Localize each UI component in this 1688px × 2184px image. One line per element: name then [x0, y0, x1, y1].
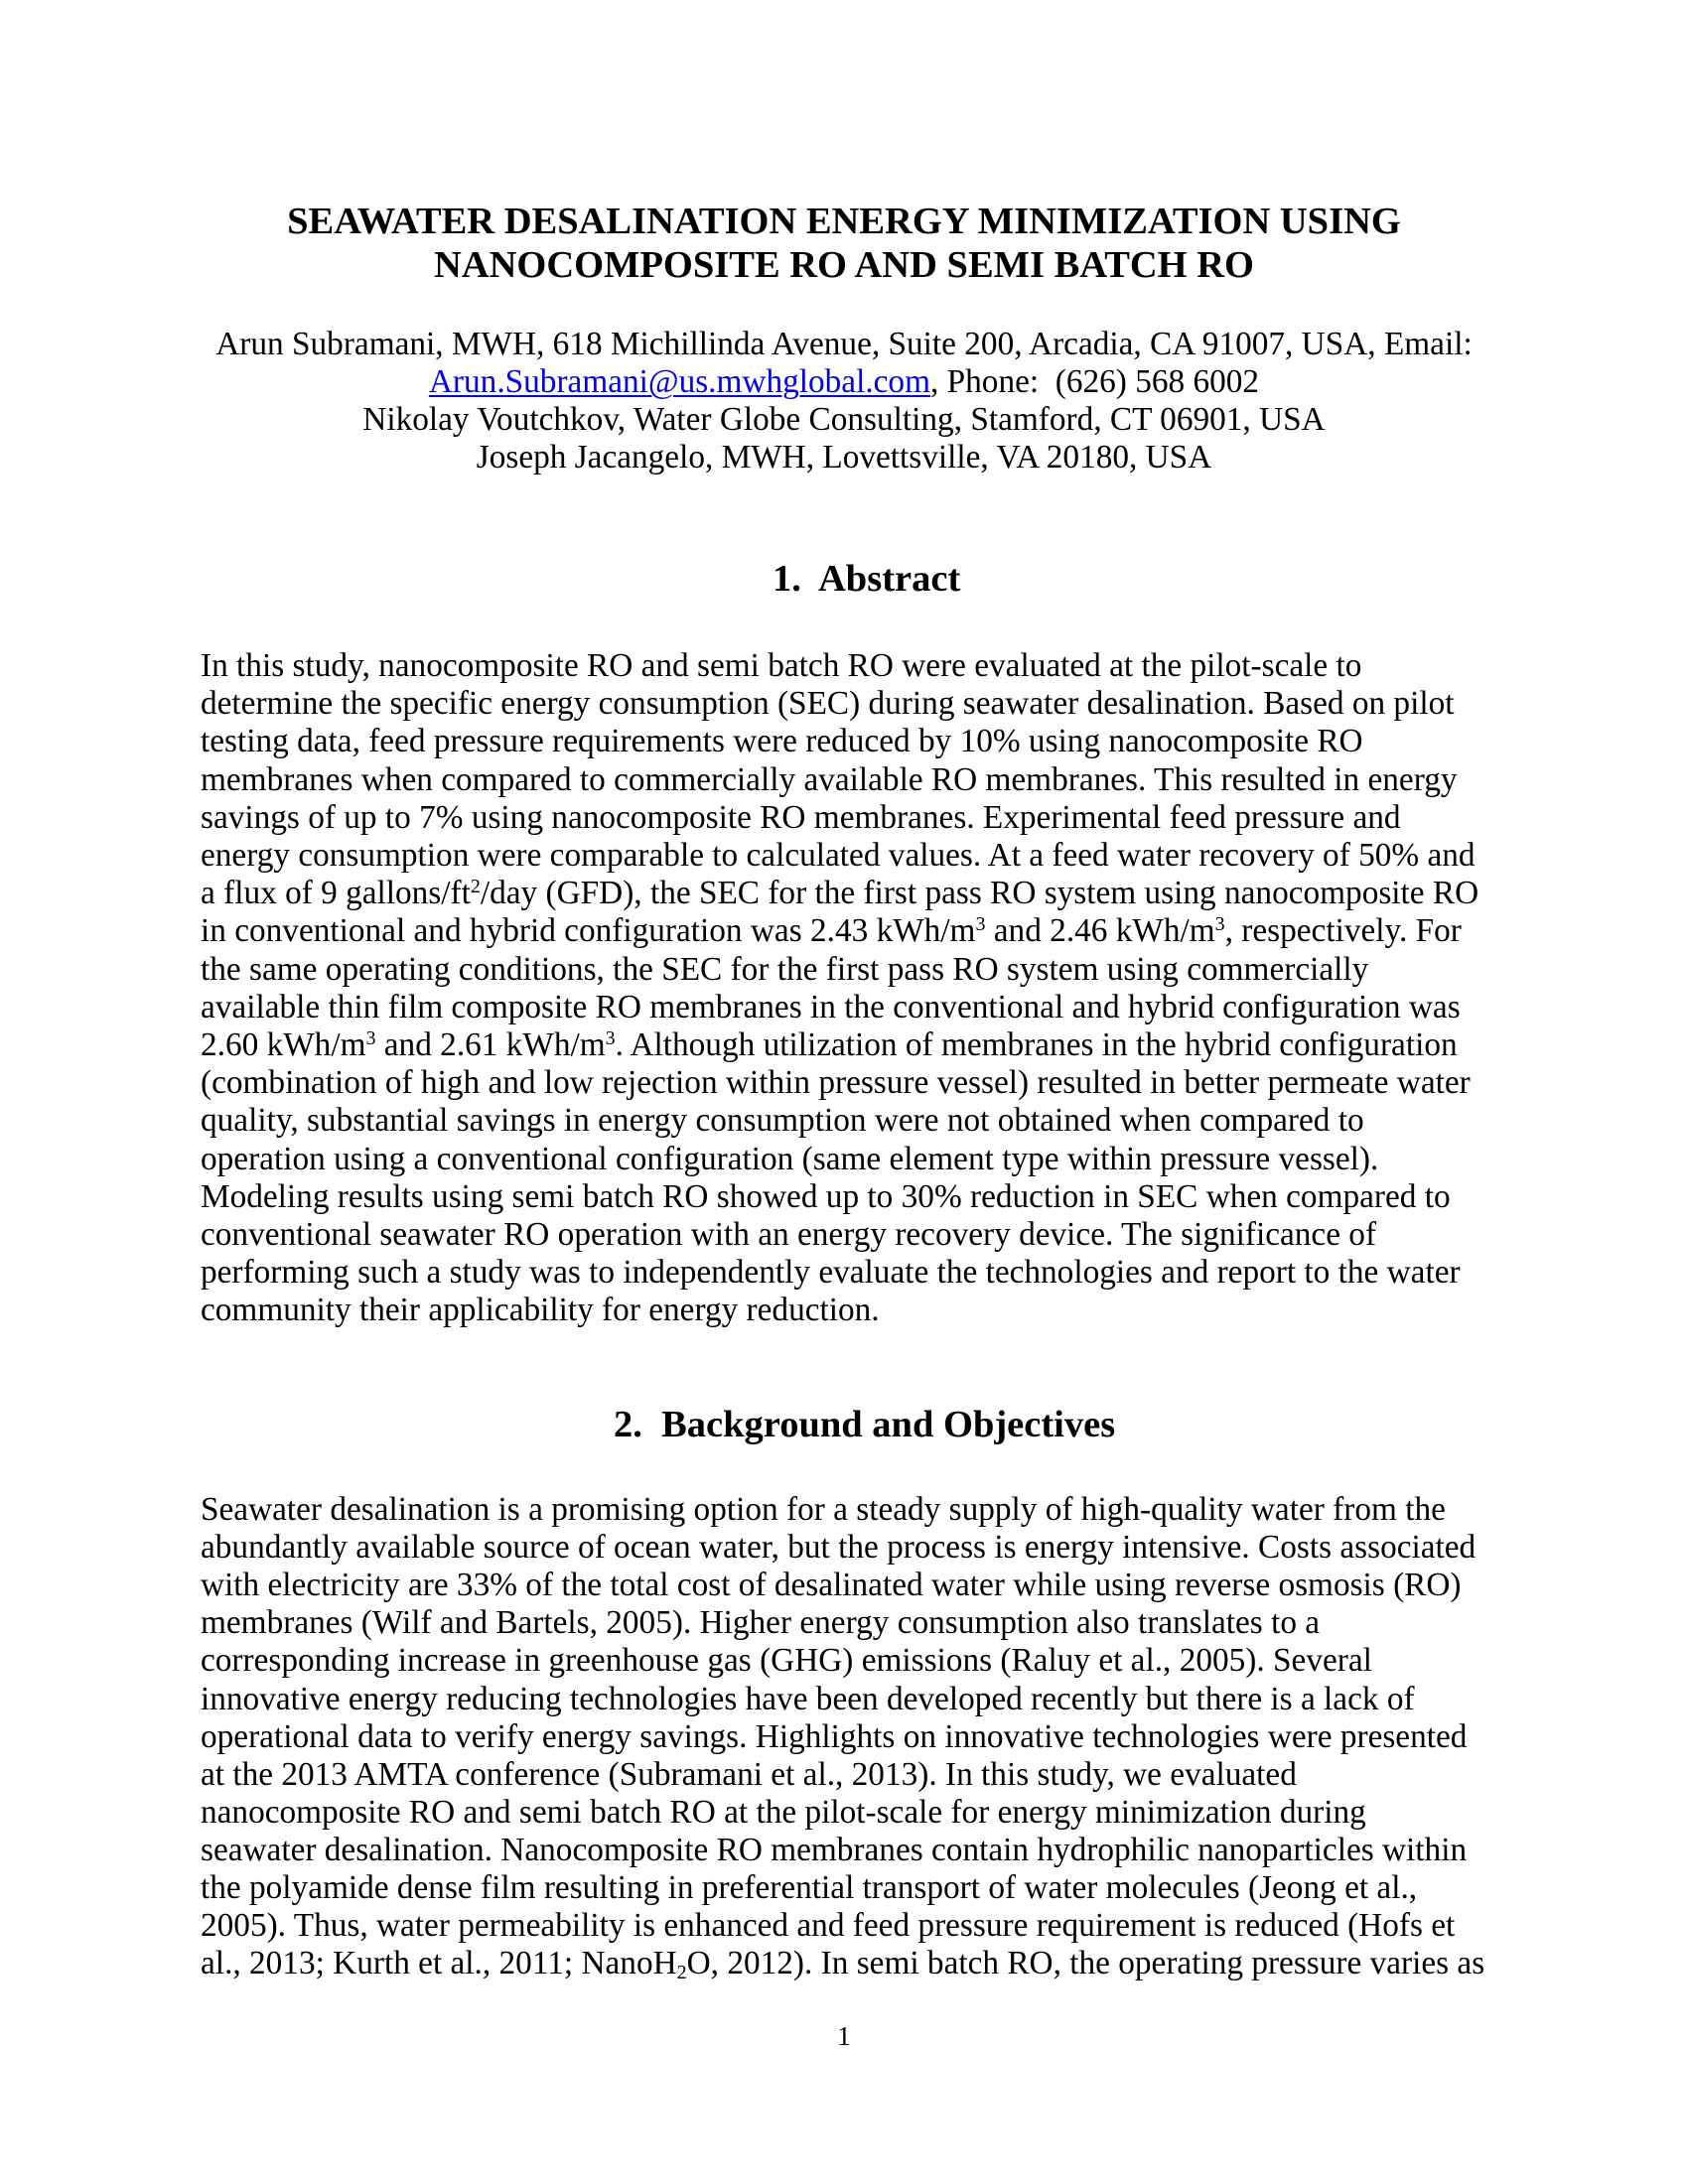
- text-run: conventional seawater RO operation with an energy recovery device. The significance of: [201, 1216, 1377, 1253]
- text-run: the same operating conditions, the SEC for the first pass RO system using commercially: [201, 950, 1369, 988]
- section-heading-background: 2. Background and Objectives: [614, 1404, 1116, 1445]
- author-affiliation-3: Joseph Jacangelo, MWH, Lovettsville, VA 20180, USA: [476, 439, 1212, 476]
- text-run: and 2.61 kWh/m: [375, 1026, 606, 1063]
- background-line: [201, 1755, 1297, 1793]
- text-run: a flux of 9 gallons/ft: [201, 875, 471, 912]
- subscript: 2: [676, 1962, 687, 1984]
- text-run: Seawater desalination is a promising option for a steady supply of high-quality water from the: [201, 1491, 1446, 1528]
- text-run: operational data to verify energy savings. Highlights on innovative technologies were presented: [201, 1717, 1468, 1755]
- author-affiliation-1: Arun Subramani, MWH, 618 Michillinda Avenue, Suite 200, Arcadia, CA 91007, USA, Email:: [215, 326, 1473, 362]
- abstract-line: [201, 685, 1455, 723]
- text-run: performing such a study was to independently evaluate the technologies and report to the water: [201, 1254, 1461, 1292]
- text-run: the polyamide dense film resulting in preferential transport of water molecules (Jeong et al.,: [201, 1869, 1418, 1906]
- text-run: al., 2013; Kurth et al., 2011; NanoH: [201, 1945, 677, 1982]
- abstract-line: [201, 988, 1461, 1025]
- text-run: O, 2012). In semi batch RO, the operating pressure varies as: [686, 1945, 1485, 1982]
- author-email-link[interactable]: Arun.Subramani@us.mwhglobal.com: [428, 363, 930, 400]
- abstract-line: [201, 1292, 880, 1329]
- text-run: . Although utilization of membranes in the hybrid configuration: [615, 1026, 1458, 1063]
- section-heading-abstract: 1. Abstract: [773, 558, 961, 600]
- background-line: [201, 1793, 1366, 1831]
- text-run: , respectively. For: [1224, 912, 1462, 950]
- superscript: 3: [365, 1027, 376, 1050]
- text-run: in conventional and hybrid configuration was 2.43 kWh/m: [201, 912, 976, 950]
- abstract-line: [201, 1254, 1461, 1292]
- abstract-line: [201, 875, 1479, 912]
- text-run: testing data, feed pressure requirements were reduced by 10% using nanocomposite RO: [201, 723, 1363, 760]
- text-run: community their applicability for energy reduction.: [201, 1292, 880, 1329]
- text-run: with electricity are 33% of the total cost of desalinated water while using reverse osmosis (RO): [201, 1567, 1462, 1604]
- text-run: nanocomposite RO and semi batch RO at the pilot-scale for energy minimization during: [201, 1793, 1366, 1831]
- text-run: membranes when compared to commercially available RO membranes. This resulted in energy: [201, 760, 1458, 798]
- text-run: available thin film composite RO membranes in the conventional and hybrid configuration was: [201, 988, 1461, 1025]
- background-line: [201, 1831, 1468, 1868]
- text-run: innovative energy reducing technologies have been developed recently but there is a lack of: [201, 1680, 1415, 1717]
- text-run: corresponding increase in greenhouse gas (GHG) emissions (Raluy et al., 2005). Several: [201, 1642, 1372, 1680]
- abstract-line: [201, 839, 1476, 872]
- text-run: at the 2013 AMTA conference (Subramani et al., 2013). In this study, we evaluated: [201, 1755, 1297, 1793]
- background-line: [201, 1945, 1485, 1984]
- abstract-line: [201, 723, 1363, 760]
- page-number: 1: [837, 2021, 851, 2052]
- background-line: [201, 1907, 1456, 1945]
- text-run: energy consumption were comparable to calculated values. At a feed water recovery of 50% and: [201, 837, 1476, 874]
- abstract-line: [201, 1064, 1471, 1102]
- background-line: [201, 1567, 1462, 1604]
- paper-title-line-2: NANOCOMPOSITE RO AND SEMI BATCH RO: [433, 244, 1255, 286]
- background-line: [201, 1642, 1372, 1680]
- text-run: abundantly available source of ocean water, but the process is energy intensive. Costs associated: [201, 1529, 1477, 1567]
- background-line: [201, 1493, 1446, 1526]
- background-line: [201, 1604, 1321, 1642]
- text-run: and 2.46 kWh/m: [985, 912, 1215, 950]
- abstract-line: [201, 1102, 1364, 1140]
- paper-title-line-1: SEAWATER DESALINATION ENERGY MINIMIZATION USING: [287, 201, 1401, 242]
- superscript: 3: [605, 1027, 616, 1050]
- background-line: [201, 1717, 1468, 1755]
- text-run: (combination of high and low rejection within pressure vessel) resulted in better permeate water: [201, 1064, 1471, 1102]
- abstract-line: [201, 1177, 1451, 1215]
- author-contact-line: [0, 365, 1688, 398]
- text-run: operation using a conventional configuration (same element type within pressure vessel).: [201, 1140, 1379, 1177]
- abstract-line: [201, 1140, 1379, 1177]
- abstract-line: [201, 760, 1458, 798]
- superscript: 3: [975, 913, 986, 936]
- abstract-line: [201, 950, 1369, 988]
- abstract-line: [201, 912, 1462, 950]
- abstract-line: [201, 1028, 1458, 1061]
- text-run: 2005). Thus, water permeability is enhanced and feed pressure requirement is reduced (Hofs et: [201, 1907, 1456, 1945]
- text-run: membranes (Wilf and Bartels, 2005). Higher energy consumption also translates to a: [201, 1604, 1321, 1642]
- text-run: 2.60 kWh/m: [201, 1026, 366, 1063]
- text-run: savings of up to 7% using nanocomposite RO membranes. Experimental feed pressure and: [201, 798, 1401, 836]
- abstract-line: [201, 649, 1361, 682]
- text-run: In this study, nanocomposite RO and semi batch RO were evaluated at the pilot-scale to: [201, 647, 1362, 684]
- background-line: [201, 1680, 1415, 1717]
- text-run: /day (GFD), the SEC for the first pass RO system using nanocomposite RO: [480, 875, 1479, 912]
- abstract-line: [201, 798, 1401, 836]
- superscript: 3: [1214, 913, 1225, 936]
- abstract-line: [201, 1218, 1376, 1251]
- text-run: Modeling results using semi batch RO showed up to 30% reduction in SEC when compared to: [201, 1177, 1451, 1215]
- text-run: determine the specific energy consumption (SEC) during seawater desalination. Based on pilot: [201, 685, 1455, 723]
- superscript: 2: [470, 876, 481, 898]
- background-line: [201, 1871, 1417, 1904]
- author-phone: , Phone: (626) 568 6002: [929, 363, 1260, 400]
- author-affiliation-2: Nikolay Voutchkov, Water Globe Consulting, Stamford, CT 06901, USA: [362, 401, 1326, 438]
- background-line: [201, 1529, 1477, 1567]
- text-run: quality, substantial savings in energy consumption were not obtained when compared to: [201, 1102, 1364, 1140]
- text-run: seawater desalination. Nanocomposite RO membranes contain hydrophilic nanoparticles within: [201, 1831, 1468, 1868]
